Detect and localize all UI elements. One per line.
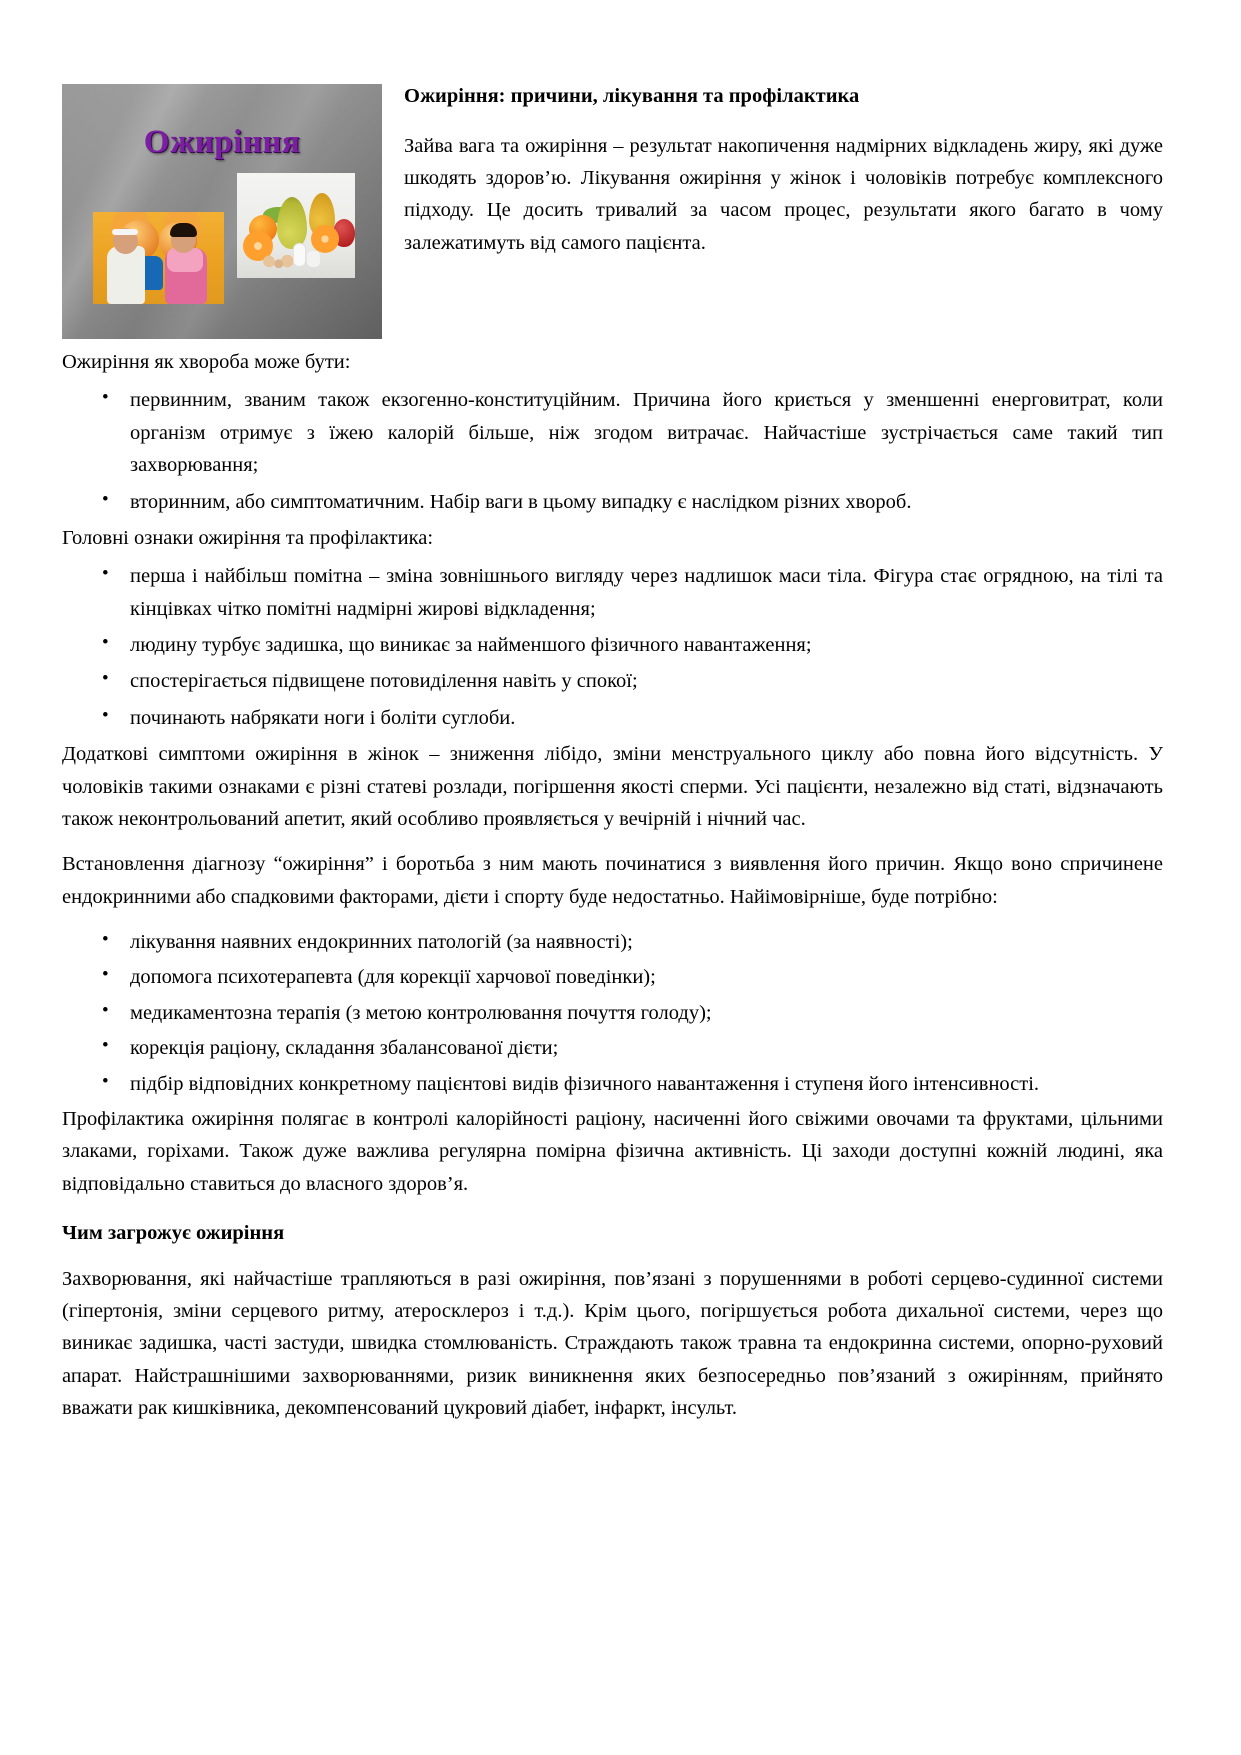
pear-front-shape (277, 197, 307, 249)
intro-block (62, 84, 1163, 346)
intro-paragraph: Зайва вага та ожиріння – результат накопичення надмірних відкладень жиру, які дуже шкодять здоров’ю. Лікування ожиріння у жінок і чоловіків потребує комплексного підходу. Це досить тривалий за часом процес, результати якого багато в чому залежатимуть від самого пацієнта. (404, 134, 1163, 254)
list-item: • корекція раціону, складання збалансованої дієти; (102, 1032, 1163, 1064)
list-item: • лікування наявних ендокринних патологій (за наявності); (102, 926, 1163, 958)
list-item: • починають набрякати ноги і боліти суглоби. (102, 702, 1163, 734)
diagnosis-paragraph: Встановлення діагнозу “ожиріння” і боротьба з ним мають починатися з виявлення його причин. Якщо воно спричинене ендокринними або спадковими факторами, дієти і спорту буде недостатньо. Найімовірніше, буде потрібно: (62, 853, 1163, 908)
lead-in-disease-types: Ожиріння як хвороба може бути: (62, 351, 351, 373)
nuts-shape (261, 255, 293, 271)
obesity-slide-image (62, 84, 382, 339)
prevention-paragraph: Профілактика ожиріння полягає в контролі калорійності раціону, насиченні його свіжими овочами та фруктами, цільними злаками, горіхами. Також дуже важлива регулярна помірна фізична активність. Ці заходи доступні кожній людині, яка відповідально ставиться до власного здоров’я. (62, 1107, 1163, 1195)
main-signs-list (62, 560, 1163, 734)
lead-in-main-signs: Головні ознаки ожиріння та профілактика: (62, 526, 434, 549)
pill-shape (307, 251, 320, 267)
woman-hair-shape (170, 223, 197, 237)
pill-bottle-shape (293, 243, 306, 267)
treatment-list (62, 926, 1163, 1100)
list-item: • медикаментозна терапія (з метою контролювання почуття голоду); (102, 997, 1163, 1029)
list-item: • первинним, званим також екзогенно-конституційним. Причина його криється у зменшенні енерговитрат, коли організм отримує з їжею калорій більше, ніж згодом витрачає. Найчастіше зустрічається саме такий тип захворювання; (102, 384, 1163, 481)
orange-half-right-shape (311, 225, 339, 253)
disease-types-list (62, 384, 1163, 518)
fruit-photo (237, 173, 355, 278)
people-photo (93, 212, 224, 304)
page-title: Ожиріння: причини, лікування та профілактика (404, 85, 860, 107)
slide-title: Ожиріння (143, 124, 301, 160)
additional-symptoms-paragraph: Додаткові симптоми ожиріння в жінок – зниження лібідо, зміни менструального циклу або повна його відсутність. У чоловіків такими ознаками є різні статеві розлади, погіршення якості сперми. Усі пацієнти, незалежно від статі, відзначають також неконтрольований апетит, який особливо проявляється у вечірній і нічний час. (62, 743, 1163, 830)
list-item: • спостерігається підвищене потовиділення навіть у спокої; (102, 665, 1163, 697)
list-item: • допомога психотерапевта (для корекції харчової поведінки); (102, 961, 1163, 993)
man-headband-shape (112, 229, 138, 235)
man-body-shape (107, 246, 145, 304)
section-heading-risks: Чим загрожує ожиріння (62, 1222, 285, 1244)
risks-paragraph: Захворювання, які найчастіше трапляються в разі ожиріння, пов’язані з порушеннями в роботі серцево-судинної системи (гіпертонія, зміни серцевого ритму, атеросклероз і т.д.). Крім цього, погіршується робота дихальної системи, через що виникає задишка, часті застуди, швидка стомлюваність. Страждають також травна та ендокринна системи, опорно-руховий апарат. Найстрашнішими захворюваннями, ризик виникнення яких безпосередньо пов’язаний з ожирінням, прийнято вважати рак кишківника, декомпенсований цукровий діабет, інфаркт, інсульт. (62, 1267, 1163, 1420)
list-item: • вторинним, або симптоматичним. Набір ваги в цьому випадку є наслідком різних хвороб. (102, 486, 1163, 518)
list-item: • підбір відповідних конкретному пацієнтові видів фізичного навантаження і ступеня його інтенсивності. (102, 1068, 1163, 1100)
list-item: • людину турбує задишка, що виникає за найменшого фізичного навантаження; (102, 629, 1163, 661)
list-item: • перша і найбільш помітна – зміна зовнішнього вигляду через надлишок маси тіла. Фігура стає огрядною, на тілі та кінцівках чітко помітні надмірні жирові відкладення; (102, 560, 1163, 625)
